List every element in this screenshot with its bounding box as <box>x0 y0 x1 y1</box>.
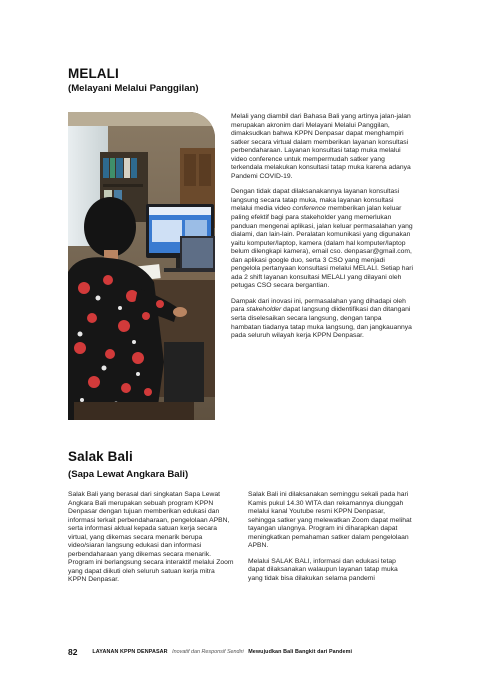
salak-bali-paragraph-1: Salak Bali yang berasal dari singkatan Sapa Lewat Angkara Bali merupakan sebuah program KPPN Denpasar dengan tujuan memberikan edukasi dan informasi terkait perbendaharaan, pengelolaan APBN, serta informasi aktual kepada satuan kerja secara virtual, yang dikemas secara menarik berupa video/siaran langsung edukasi dan informasi perbendaharaan yang dikemas secara menarik. Program ini berlangsung secara interaktif melalui Zoom yang dapat diikuti oleh seluruh satuan kerja mitra KPPN Denpasar. <box>68 491 234 584</box>
melali-paragraph-3-italic: stakeholder <box>246 306 282 314</box>
photo-cso-video-conference <box>68 112 215 420</box>
melali-paragraph-3-text-b: dapat langsung diidentifikasi dan ditangani serta diselesaikan secara langsung, dengan tanpa hambatan tiadanya tatap muka langsung, dan jangkauannya pada seluruh wilayah kerja KPPN Denpasar. <box>231 306 412 340</box>
salak-bali-column-2 <box>248 491 414 583</box>
page-footer <box>68 643 353 657</box>
photo-illustration <box>68 112 215 420</box>
melali-paragraph-3-text-a: Dampak dari inovasi ini, permasalahan yang dihadapi oleh para <box>231 297 406 314</box>
footer-tagline-italic: Inovatif dan Responsif Sendiri <box>172 648 244 655</box>
melali-paragraph-1: Melali yang diambil dari Bahasa Bali yang artinya jalan-jalan merupakan akronim dari Melayani Melalui Panggilan, dimaksudkan bahwa KPPN Denpasar dapat menghampiri satker secara virtual dalam memberikan layanan konsultasi perbendaharaan. Layanan konsultasi tatap muka melalui video conference untuk mempermudah satker yang terkendala melakukan konsultasi tatap muka karena adanya Pandemi COVID-19. <box>231 113 411 180</box>
page-number: 82 <box>68 646 78 657</box>
footer-publication: LAYANAN KPPN DENPASAR <box>92 648 168 655</box>
salak-bali-column-1 <box>68 491 234 585</box>
melali-paragraph-2-text-a: Dengan tidak dapat dilaksanakannya layanan konsultasi langsung secara tatap muka, maka layanan konsultasi melalui media video <box>231 188 400 213</box>
melali-paragraph-2-text-b: memberikan jalan keluar paling efektif bagi para stakeholder yang memerlukan panduan mengenai aplikasi, jalan keluar permasalahan yang dialami, dan lain-lain. Peralatan komunikasi yang digunakan yaitu komputer/laptop, kamera (dalam hal komputer/laptop belum dilengkapi kamera), email cso. denpasar@gmail.com, dan aplikasi google duo, serta 3 CSO yang menjadi pengelola pertanyaan konsultasi melalui MELALI. Setiap hari ada 2 shift layanan konsultasi MELALI yang dilayani oleh petugas CSO secara bergantian. <box>231 205 413 290</box>
footer-tagline-bold: Mewujudkan Bali Bangkit dari Pandemi <box>248 648 353 655</box>
salak-bali-paragraph-3: Melalui SALAK BALI, informasi dan edukasi tetap dapat dilaksanakan walaupun layanan tatap muka yang tidak bisa dilakukan selama pandemi <box>248 557 398 582</box>
melali-paragraph-3 <box>231 298 413 341</box>
melali-text-column <box>231 113 413 341</box>
section-subtitle-salak-bali: (Sapa Lewat Angkara Bali) <box>68 469 189 480</box>
salak-bali-paragraph-2: Salak Bali ini dilaksanakan seminggu sekali pada hari Kamis pukul 14.30 WITA dan rekamannya diunggah melalui kanal Youtube resmi KPPN Denpasar, sehingga satker yang melewatkan Zoom dapat melihat tayangan ulangnya. Program ini diharapkan dapat meningkatkan pemahaman satker dalam pengelolaan APBN. <box>248 491 412 550</box>
melali-paragraph-2-italic: conference <box>292 205 326 213</box>
melali-paragraph-2 <box>231 188 413 291</box>
section-subtitle-melali: (Melayani Melalui Panggilan) <box>68 83 199 94</box>
section-title-salak-bali: Salak Bali <box>68 449 133 464</box>
section-title-melali: MELALI <box>68 66 119 81</box>
